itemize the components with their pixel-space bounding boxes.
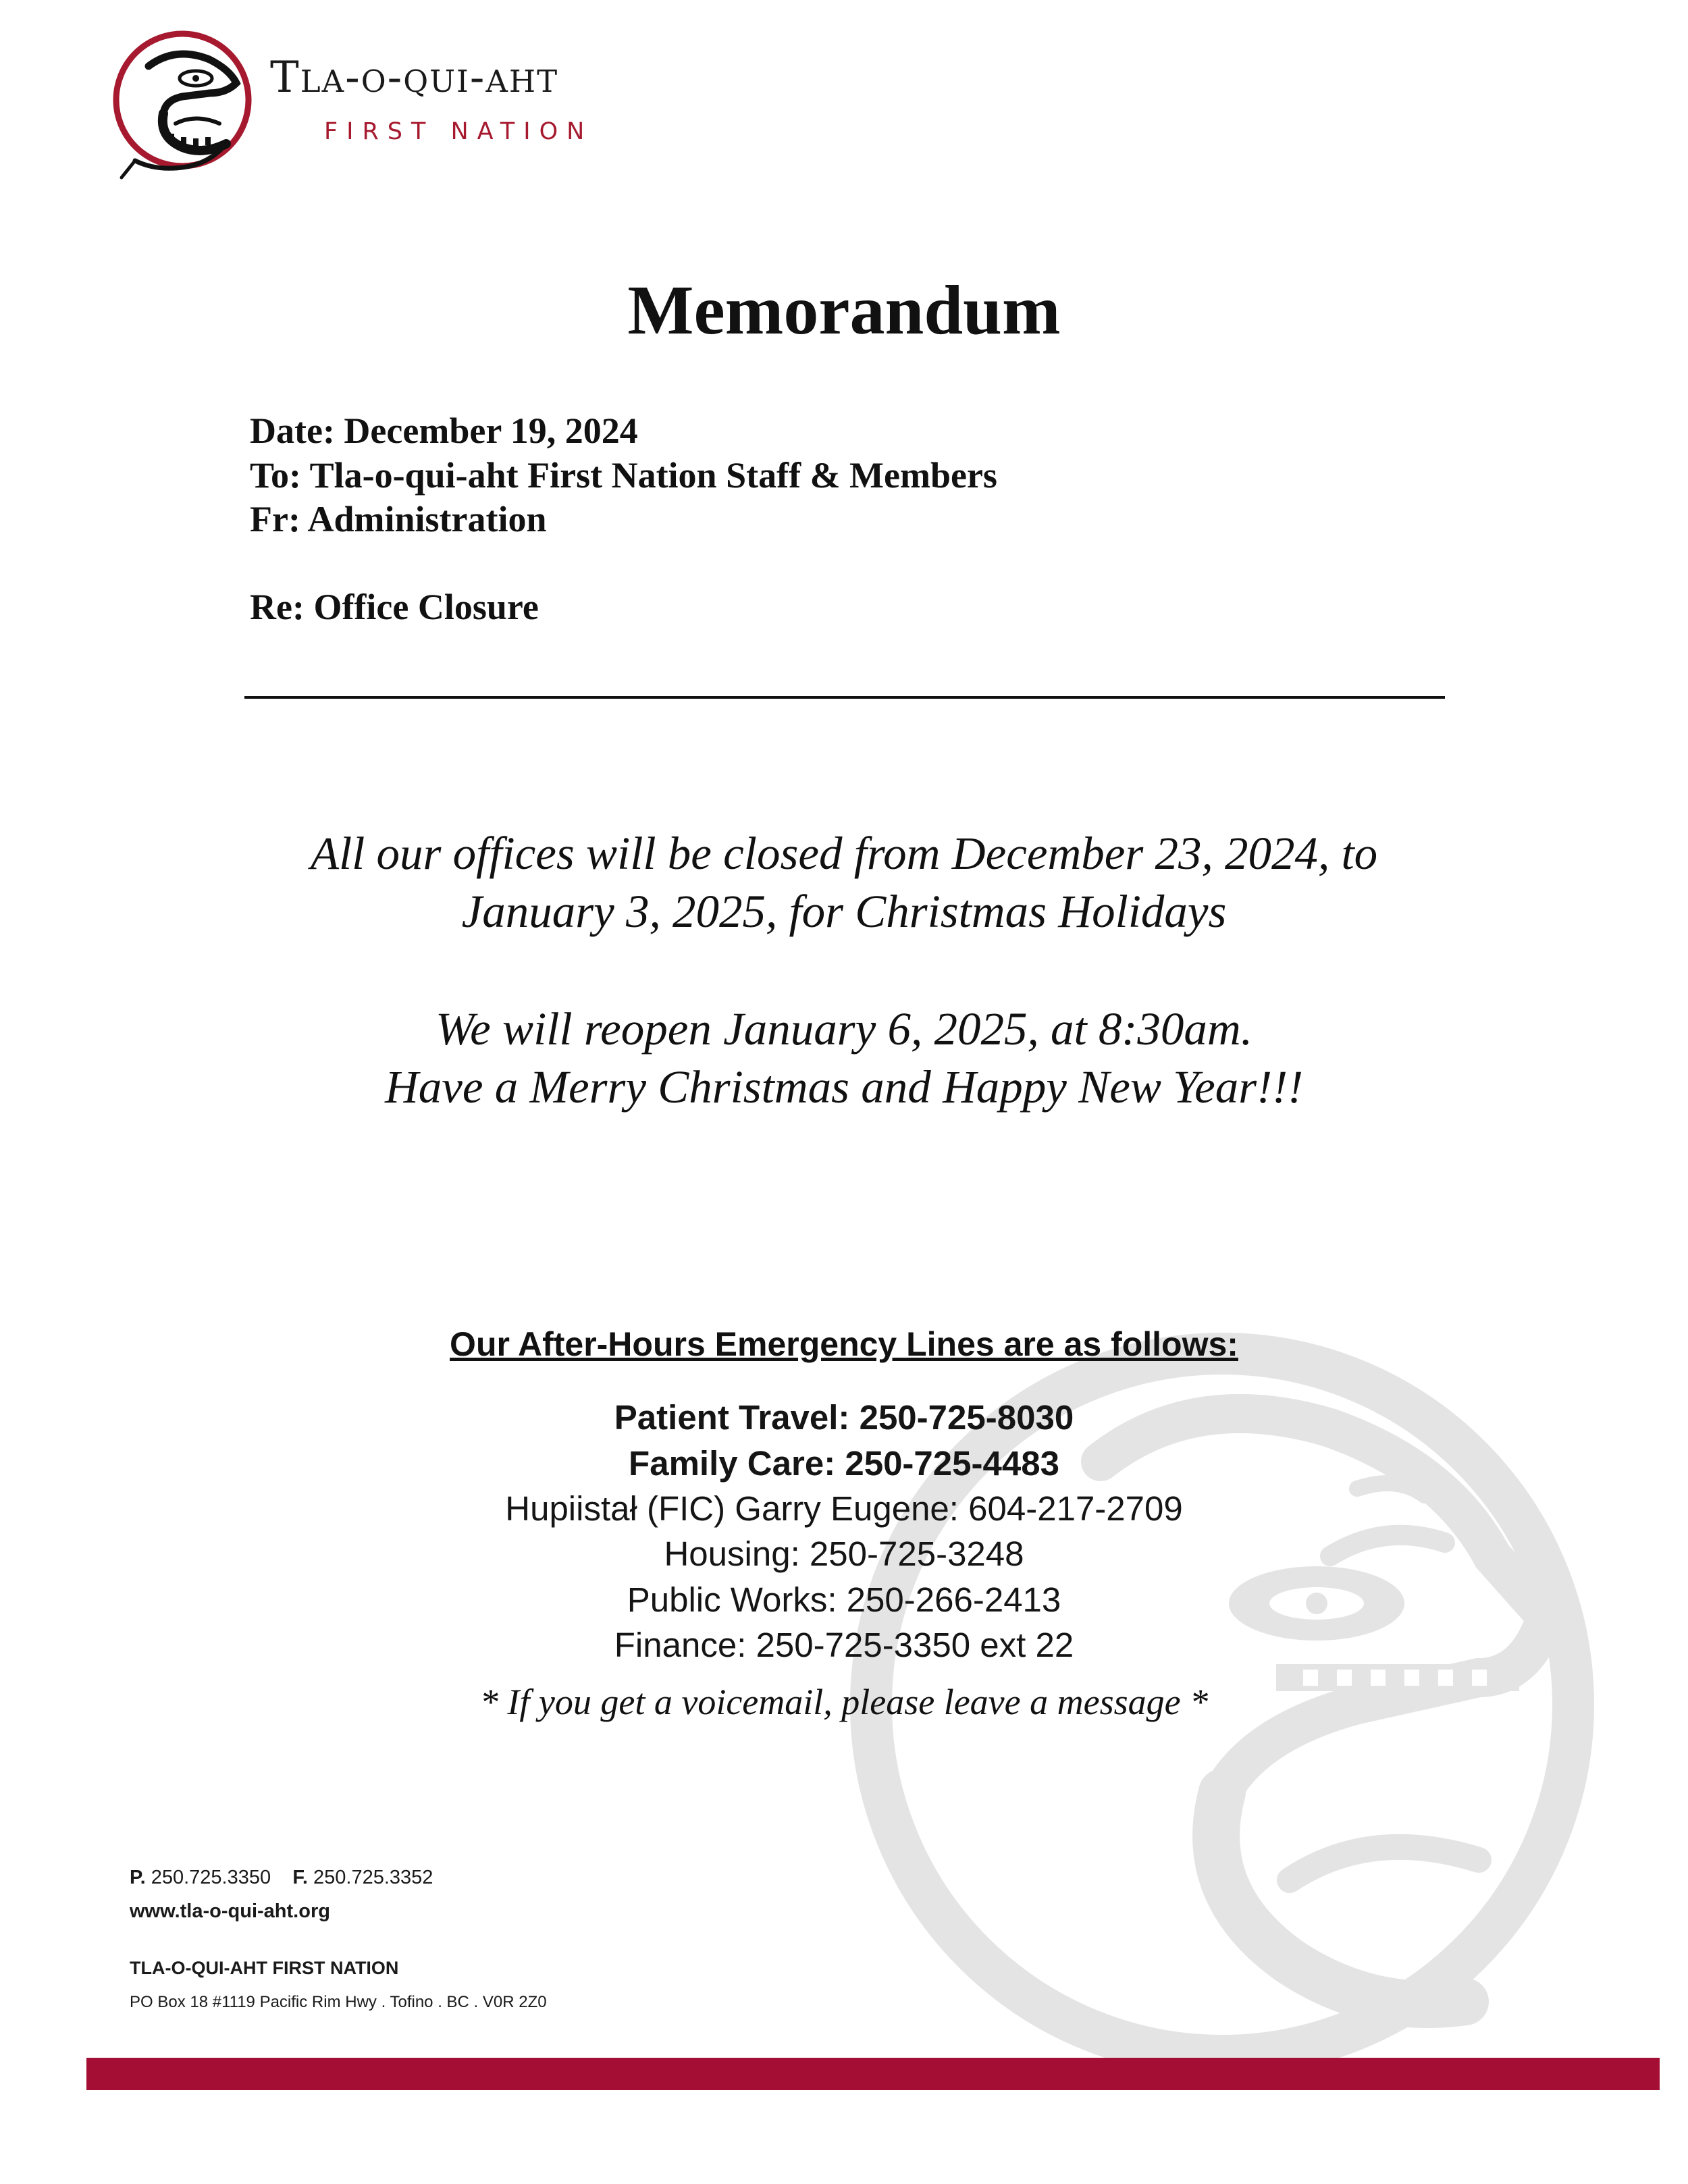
footer-website: www.tla-o-qui-aht.org <box>130 1900 330 1922</box>
phone-number: 250.725.3350 <box>151 1867 271 1888</box>
serpent-emblem-icon <box>108 26 257 181</box>
footer-color-bar <box>86 2058 1660 2090</box>
emergency-line-patient-travel: Patient Travel: 250-725-8030 <box>614 1398 1074 1437</box>
memo-from: Fr: Administration <box>250 499 547 539</box>
memo-date: Date: December 19, 2024 <box>250 410 638 451</box>
emergency-line-family-care: Family Care: 250-725-4483 <box>629 1444 1059 1483</box>
greeting-text: Have a Merry Christmas and Happy New Year!!! <box>384 1061 1304 1113</box>
logo-title: Tla-o-qui-aht <box>270 53 559 103</box>
emergency-line-finance: Finance: 250-725-3350 ext 22 <box>614 1626 1074 1664</box>
memo-title: Memorandum <box>627 271 1061 349</box>
fax-number: 250.725.3352 <box>313 1867 433 1888</box>
footer-org-name: TLA-O-QUI-AHT FIRST NATION <box>130 1958 399 1978</box>
phone-label: P. <box>130 1867 146 1888</box>
emergency-line-hupiistal: Hupiistał (FIC) Garry Eugene: 604-217-2709 <box>505 1489 1183 1528</box>
memo-subject: Re: Office Closure <box>250 587 539 627</box>
footer-address: PO Box 18 #1119 Pacific Rim Hwy . Tofino . BC . V0R 2Z0 <box>130 1993 547 2011</box>
voicemail-note: * If you get a voicemail, please leave a message * <box>479 1682 1209 1722</box>
closure-text-line-2: January 3, 2025, for Christmas Holidays <box>461 886 1227 937</box>
closure-text-line-1: All our offices will be closed from December 23, 2024, to <box>310 828 1378 879</box>
emergency-heading: Our After-Hours Emergency Lines are as follows: <box>450 1325 1238 1363</box>
footer-phone-fax <box>130 1867 433 1889</box>
logo-subtitle: FIRST NATION <box>324 118 594 145</box>
emergency-line-public-works: Public Works: 250-266-2413 <box>627 1580 1061 1619</box>
reopen-text: We will reopen January 6, 2025, at 8:30am. <box>436 1003 1252 1055</box>
header-divider <box>244 696 1445 699</box>
emergency-line-housing: Housing: 250-725-3248 <box>664 1535 1024 1573</box>
fax-label: F. <box>292 1867 308 1888</box>
memo-to: To: Tla-o-qui-aht First Nation Staff & Members <box>250 455 997 496</box>
